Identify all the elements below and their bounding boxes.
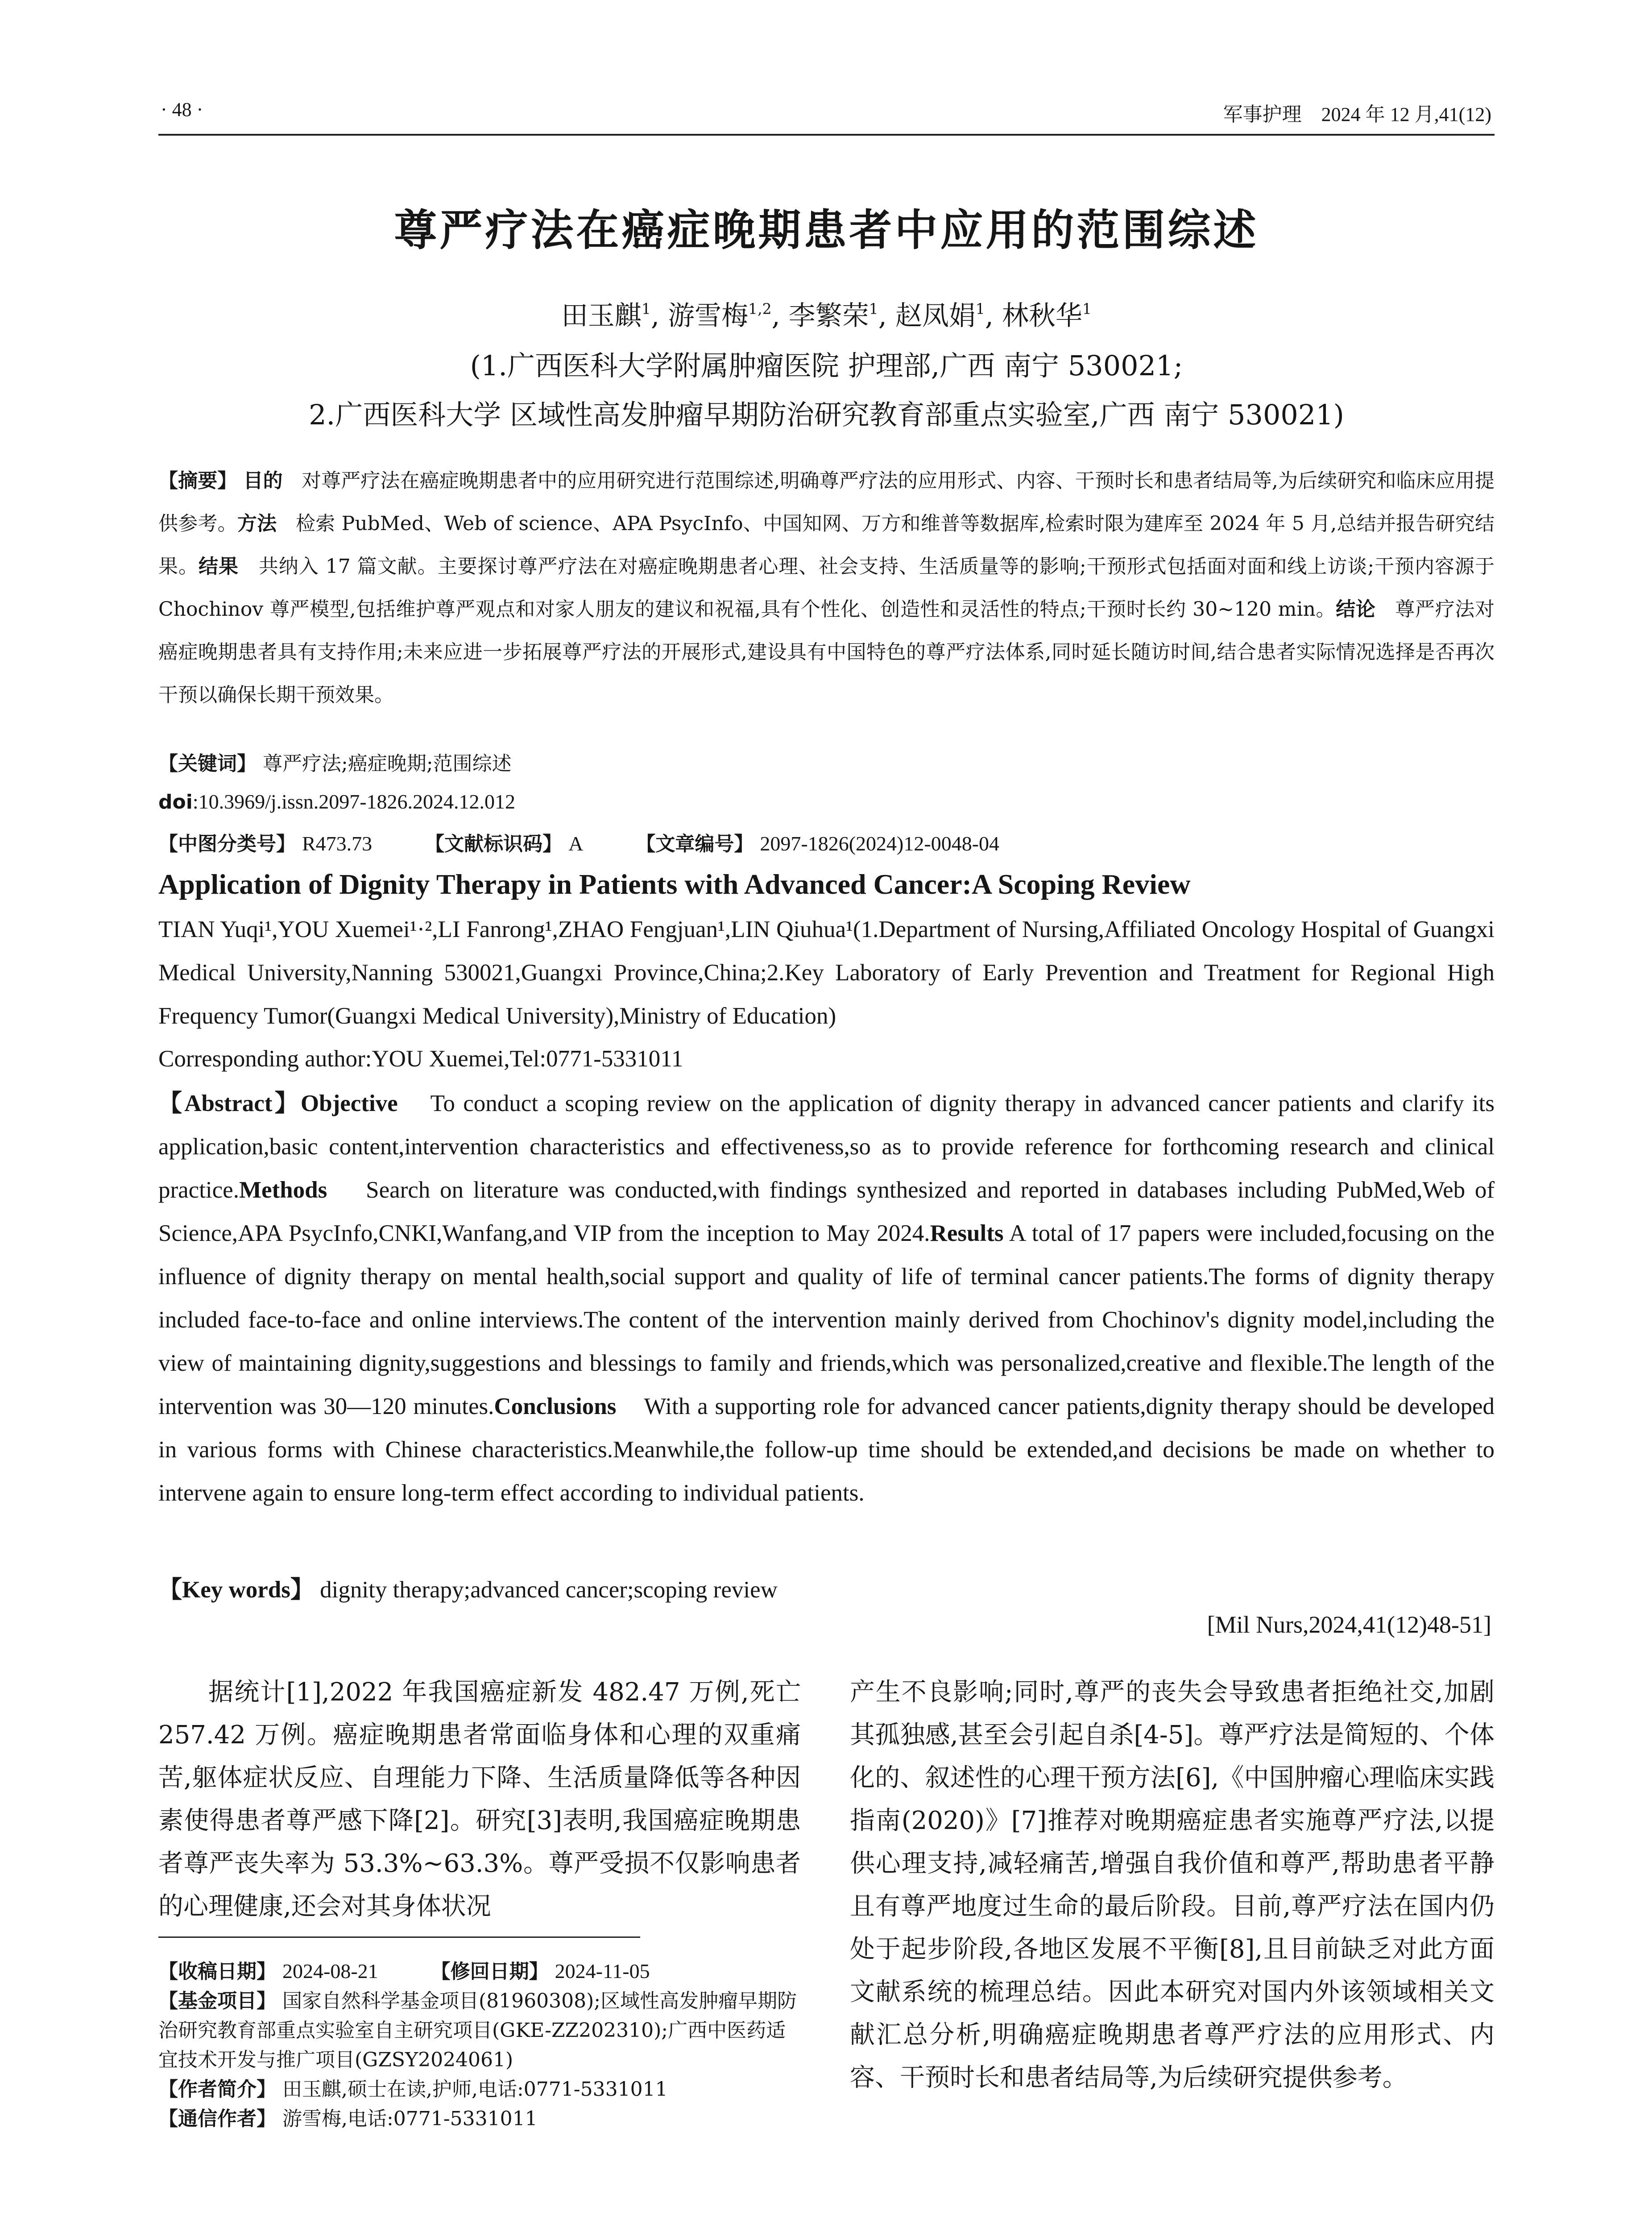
chinese-abstract — [158, 460, 1495, 717]
methods-label: 方法 — [237, 512, 277, 535]
clc-value: R473.73 — [302, 832, 373, 855]
results-text: 共纳入 17 篇文献。主要探讨尊严疗法在对癌症晚期患者心理、社会支持、生活质量等的影响;干预形式包括面对面和线上访谈;干预内容源于 Chochinov 尊严模型,包括维护尊严观点和对家人朋友的建议和祝福,具有个性化、创造性和灵活性的特点;干预时长约 30~120 min。 — [158, 555, 1495, 621]
article-number-value: 2097-1826(2024)12-0048-04 — [760, 832, 1000, 855]
author-affiliation-mark: 1 — [641, 300, 651, 318]
author-name: 李繁荣 — [788, 300, 869, 332]
conclusions-text: 尊严疗法对癌症晚期患者具有支持作用;未来应进一步拓展尊严疗法的开展形式,建设具有中国特色的尊严疗法体系,同时延长随访时间,结合患者实际情况选择是否再次干预以确保长期干预效果。 — [158, 598, 1495, 706]
page-number: · 48 · — [161, 99, 203, 120]
received-line — [158, 1957, 801, 1986]
author-list: 田玉麒$^1$, 游雪梅$^{1,2}$, 李繁荣$^1$, 赵凤娟$^1$, 林秋华$^1$ — [561, 300, 1092, 332]
keywords-label: 【关键词】 — [158, 752, 257, 775]
results-en-text: A total of 17 papers were included,focusing on the influence of dignity therapy on mental health,social support and quality of life of terminal cancer patients.The forms of dignity therapy included face-to-face and online interviews.The content of the intervention mainly derived from Chochinov's dignity model,including the view of maintaining dignity,suggestions and blessings to family and friends,which was personalized,creative and flexible.The length of the intervention was 30—120 minutes. — [158, 1220, 1495, 1419]
conclusions-label: 结论 — [1336, 598, 1376, 621]
author-affiliation-mark: 1 — [869, 300, 878, 318]
keywords-text: 尊严疗法;癌症晚期;范围综述 — [263, 752, 512, 775]
author-name: 赵凤娟 — [895, 300, 976, 332]
article-title: 尊严疗法在癌症晚期患者中应用的范围综述 — [394, 205, 1259, 255]
footnotes — [158, 1957, 801, 2134]
english-abstract — [158, 1082, 1495, 1515]
objective-en-label: Objective — [300, 1091, 398, 1116]
doi-label: doi — [158, 791, 193, 813]
doc-code-label: 【文献标识码】 — [425, 833, 563, 855]
methods-en-text: Search on literature was conducted,with findings synthesized and reported in databases including PubMed,Web of Science,APA PsycInfo,CNKI,Wanfang,and VIP from the inception to May 2024. — [158, 1177, 1495, 1246]
conclusions-en-text: With a supporting role for advanced cancer patients,dignity therapy should be developed in various forms with Chinese characteristics.Meanwhile,the follow-up time should be extended,and decisions be made on whether to intervene again to ensure long-term effect according to individual patients. — [158, 1393, 1495, 1506]
article-number-label: 【文章编号】 — [636, 833, 754, 855]
results-en-label: Results — [930, 1220, 1004, 1246]
revised-date: 2024-11-05 — [555, 1960, 650, 1982]
abstract-en-label: 【Abstract】 — [158, 1091, 301, 1116]
journal-issue: 军事护理 2024 年 12 月,41(12) — [1223, 104, 1491, 125]
objective-text: 对尊严疗法在癌症晚期患者中的应用研究进行范围综述,明确尊严疗法的应用形式、内容、干预时长和患者结局等,为后续研究和临床应用提供参考。 — [158, 469, 1495, 535]
conclusions-en-label: Conclusions — [494, 1393, 617, 1419]
corresponding-author: Corresponding author:YOU Xuemei,Tel:0771-5331011 — [158, 1046, 683, 1072]
abstract-label: 【摘要】 — [158, 469, 237, 492]
english-authors: TIAN Yuqi¹,YOU Xuemei¹·²,LI Fanrong¹,ZHAO Fengjuan¹,LIN Qiuhua¹(1.Department of Nursing,Affiliated Oncology Hospital of Guangxi Medical University,Nanning 530021,Guangxi Province,China;2.Key Laboratory of Early Prevention and Treatment for Regional High Frequency Tumor(Guangxi Medical University),Ministry of Education) — [158, 916, 1495, 1029]
citation: [Mil Nurs,2024,41(12)48-51] — [1207, 1611, 1491, 1638]
author-affiliation-mark: 1,2 — [748, 300, 772, 318]
objective-en-text: To conduct a scoping review on the application of dignity therapy in advanced cancer patients and clarify its application,basic content,intervention characteristics and effectiveness,so as to provide reference for forthcoming research and clinical practice. — [158, 1091, 1495, 1203]
author-affiliation-mark: 1 — [975, 300, 985, 318]
correspondence-text: 游雪梅,电话:0771-5331011 — [282, 2107, 538, 2130]
results-label: 结果 — [198, 555, 239, 578]
revised-label: 【修回日期】 — [431, 1960, 549, 1983]
doi-value[interactable]: :10.3969/j.issn.2097-1826.2024.12.012 — [192, 790, 516, 813]
affiliation-line-2: 2.广西医科大学 区域性高发肿瘤早期防治研究教育部重点实验室,广西 南宁 530021) — [309, 398, 1344, 431]
footnote-rule — [158, 1937, 640, 1938]
body-column-left: 据统计[1],2022 年我国癌症新发 482.47 万例,死亡 257.42 万例。癌症晚期患者常面临身体和心理的双重痛苦,躯体症状反应、自理能力下降、生活质量降低等各种因素使得患者尊严感下降[2]。研究[3]表明,我国癌症晚期患者尊严丧失率为 53.3%~63.3%。尊严受损不仅影响患者的心理健康,还会对其身体状况 — [158, 1678, 801, 1921]
body-column-right: 产生不良影响;同时,尊严的丧失会导致患者拒绝社交,加剧其孤独感,甚至会引起自杀[4-5]。尊严疗法是简短的、个体化的、叙述性的心理干预方法[6],《中国肿瘤心理临床实践指南(2020)》[7]推荐对晚期癌症患者实施尊严疗法,以提供心理支持,减轻痛苦,增强自我价值和尊严,帮助患者平静且有尊严地度过生命的最后阶段。目前,尊严疗法在国内仍处于起步阶段,各地区发展不平衡[8],且目前缺乏对此方面文献系统的梳理总结。因此本研究对国内外该领域相关文献汇总分析,明确癌症晚期患者尊严疗法的应用形式、内容、干预时长和患者结局等,为后续研究提供参考。 — [850, 1678, 1495, 2092]
english-title: Application of Dignity Therapy in Patients with Advanced Cancer:A Scoping Review — [158, 868, 1191, 900]
author-bio-line — [158, 2075, 801, 2104]
classification-line — [158, 828, 1495, 856]
chinese-keywords — [158, 747, 1495, 776]
correspondence-line — [158, 2104, 801, 2134]
methods-text: 检索 PubMed、Web of science、APA PsycInfo、中国知网、万方和维普等数据库,检索时限为建库至 2024 年 5 月,总结并报告研究结果。 — [158, 512, 1495, 578]
doi-line — [158, 790, 1495, 813]
author-name: 林秋华 — [1002, 300, 1083, 332]
fund-text: 国家自然科学基金项目(81960308);区域性高发肿瘤早期防治研究教育部重点实验室自主研究项目(GKE-ZZ202310);广西中医药适宜技术开发与推广项目(GZSY2024061) — [158, 1990, 797, 2071]
correspondence-label: 【通信作者】 — [158, 2107, 276, 2130]
received-date: 2024-08-21 — [282, 1960, 378, 1982]
author-name: 游雪梅 — [668, 300, 749, 332]
author-affiliation-mark: 1 — [1082, 300, 1092, 318]
english-keywords — [158, 1568, 1495, 1612]
doc-code-value: A — [568, 832, 584, 855]
fund-label: 【基金项目】 — [158, 1990, 276, 2012]
methods-en-label: Methods — [239, 1177, 327, 1203]
affiliation-line-1: (1.广西医科大学附属肿瘤医院 护理部,广西 南宁 530021; — [470, 349, 1183, 382]
author-bio-text: 田玉麒,硕士在读,护师,电话:0771-5331011 — [282, 2078, 668, 2101]
objective-label: 目的 — [243, 469, 283, 492]
clc-label: 【中图分类号】 — [158, 833, 296, 855]
author-bio-label: 【作者简介】 — [158, 2078, 276, 2101]
author-name: 田玉麒 — [561, 300, 642, 332]
keywords-en-label: 【Key words】 — [158, 1577, 314, 1603]
received-label: 【收稿日期】 — [158, 1960, 276, 1983]
fund-line — [158, 1986, 801, 2075]
keywords-en-text: dignity therapy;advanced cancer;scoping review — [320, 1577, 778, 1603]
header-rule — [158, 134, 1495, 136]
